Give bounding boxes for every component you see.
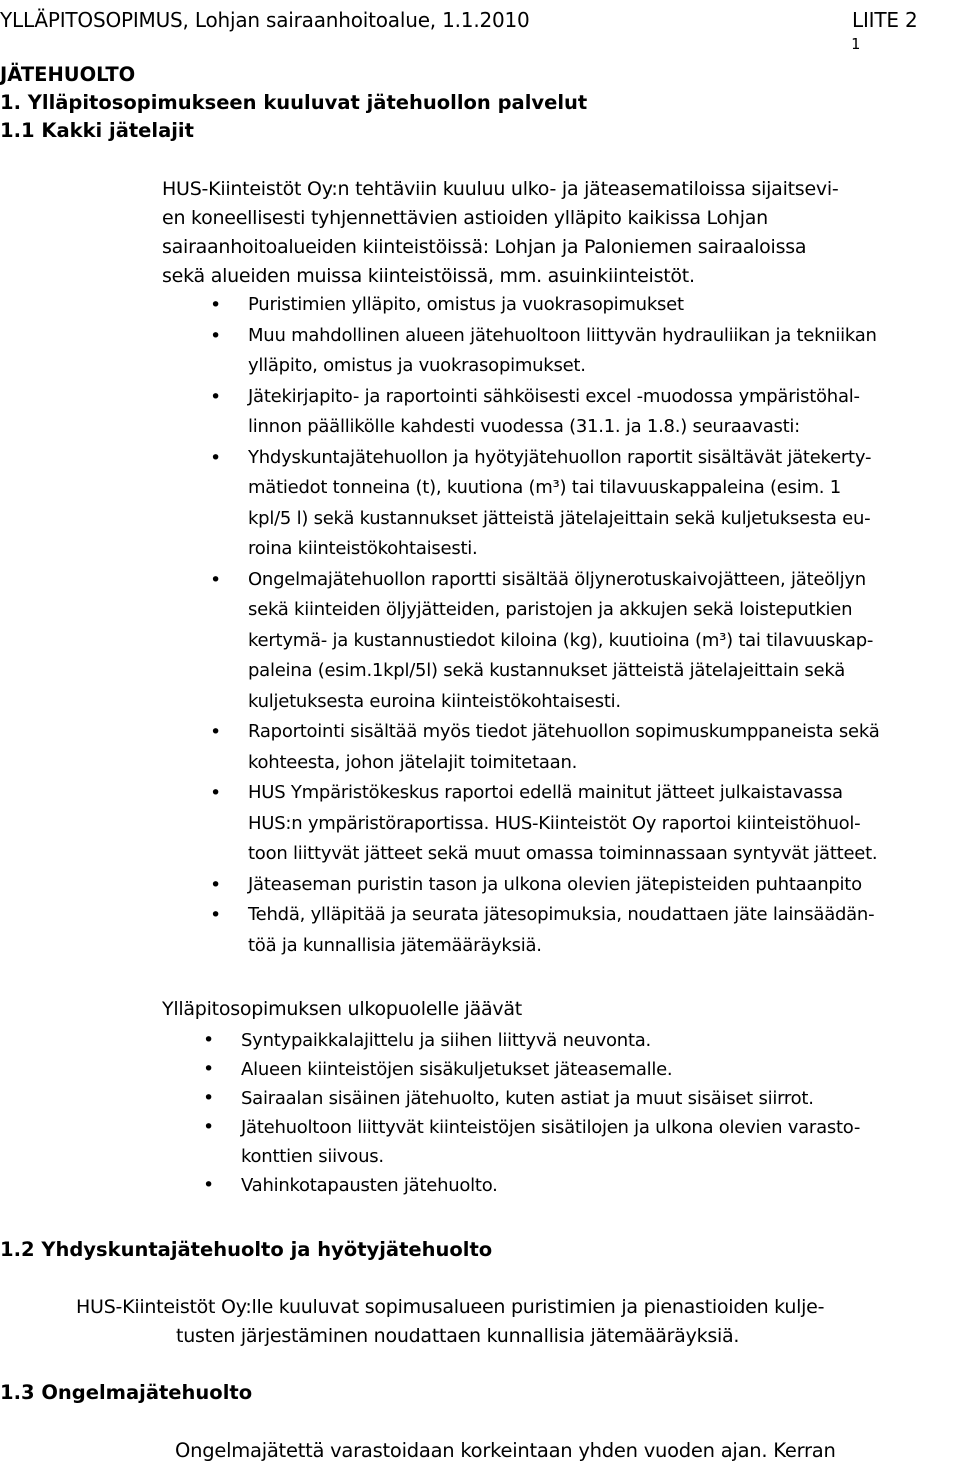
list-item: • Ongelmajätehuollon raportti sisältää öljynerotuskaivojätteen, jäteöljyn sekä kiinteiden öljyjätteiden, paristojen ja akkujen sekä loisteputkien kertymä- ja kustannustiedot kiloina (kg), kuutioina (m³) tai tilavuuskap- paleina (esim.1kpl/5l) sekä kustannukset jätteistä jätelajeittain sekä kuljetuksesta euroina kiinteistökohtaisesti. — [248, 565, 880, 718]
list-item: • Tehdä, ylläpitää ja seurata jätesopimuksia, noudattaen jäte lainsäädän- töä ja kunnallisia jätemääräyksiä. — [248, 900, 880, 961]
list-item: • Puristimien ylläpito, omistus ja vuokrasopimukset — [248, 290, 880, 321]
bullet-icon: • — [210, 324, 221, 347]
bullet-icon: • — [210, 904, 221, 926]
bullet-icon: • — [210, 721, 221, 743]
paragraph-line: tusten järjestäminen noudattaen kunnallisia jätemääräyksiä. — [176, 1325, 740, 1347]
intro-paragraph — [162, 175, 839, 291]
intro-line: HUS-Kiinteistöt Oy:n tehtäviin kuuluu ulko- ja jäteasematiloissa sijaitsevi- — [162, 178, 839, 200]
bullet-icon: • — [210, 446, 221, 469]
section-1-1-heading: 1.1 Kakki jätelajit — [0, 119, 194, 142]
section-1-3-paragraph: Ongelmajätettä varastoidaan korkeintaan yhden vuoden ajan. Kerran — [175, 1439, 836, 1462]
intro-line: sairaanhoitoalueiden kiinteistöissä: Lohjan ja Paloniemen sairaaloissa — [162, 236, 807, 258]
bullet-icon: • — [203, 1087, 214, 1109]
list-item: • Yhdyskuntajätehuollon ja hyötyjätehuollon raportit sisältävät jätekerty- mätiedot tonneina (t), kuutiona (m³) tai tilavuuskappaleina (esim. 1 kpl/5 l) sekä kustannukset jätteistä jätelajeittain sekä kuljetuksesta eu- roina kiinteistökohtaisesti. — [248, 443, 880, 565]
outside-scope-bullet-list — [203, 1026, 861, 1200]
list-item: • HUS Ympäristökeskus raportoi edellä mainitut jätteet julkaistavassa HUS:n ympäristöraportissa. HUS-Kiinteistöt Oy raportoi kiinteistöhuol- toon liittyvät jätteet sekä muut omassa toiminnassaan syntyvät jätteet. — [248, 778, 880, 870]
list-item: • Raportointi sisältää myös tiedot jätehuollon sopimuskumppaneista sekä kohteesta, johon jätelajit toimitetaan. — [248, 717, 880, 778]
list-item: • Vahinkotapausten jätehuolto. — [241, 1171, 860, 1200]
bullet-icon: • — [210, 294, 221, 316]
bullet-icon: • — [210, 782, 221, 804]
list-item: • Alueen kiinteistöjen sisäkuljetukset jäteasemalle. — [241, 1055, 860, 1084]
section-1-2-heading: 1.2 Yhdyskuntajätehuolto ja hyötyjätehuolto — [0, 1238, 493, 1261]
document-title: JÄTEHUOLTO — [0, 63, 136, 86]
paragraph-line: HUS-Kiinteistöt Oy:lle kuuluvat sopimusalueen puristimien ja pienastioiden kulje- — [76, 1296, 825, 1318]
intro-line: sekä alueiden muissa kiinteistöissä, mm. asuinkiinteistöt. — [162, 265, 695, 287]
bullet-icon: • — [203, 1029, 214, 1051]
appendix-label: LIITE 2 — [852, 8, 918, 32]
list-item: • Jäteaseman puristin tason ja ulkona olevien jätepisteiden puhtaanpito — [248, 870, 880, 901]
list-item: • Jätehuoltoon liittyvät kiinteistöjen sisätilojen ja ulkona olevien varasto- konttien siivous. — [241, 1113, 860, 1171]
list-item: • Sairaalan sisäinen jätehuolto, kuten astiat ja muut sisäiset siirrot. — [241, 1084, 860, 1113]
intro-line: en koneellisesti tyhjennettävien astioiden ylläpito kaikissa Lohjan — [162, 207, 768, 229]
bullet-icon: • — [203, 1058, 214, 1080]
bullet-icon: • — [210, 873, 221, 896]
list-item: • Jätekirjapito- ja raportointi sähköisesti excel -muodossa ympäristöhal- linnon päällikölle kahdesti vuodessa (31.1. ja 1.8.) seuraavasti: — [248, 382, 880, 443]
bullet-icon: • — [203, 1174, 214, 1196]
section-1-heading: 1. Ylläpitosopimukseen kuuluvat jätehuollon palvelut — [0, 91, 588, 114]
page-number: 1 — [851, 35, 861, 53]
bullet-icon: • — [210, 385, 221, 408]
outside-scope-heading: Ylläpitosopimuksen ulkopuolelle jäävät — [162, 998, 522, 1020]
bullet-icon: • — [203, 1116, 214, 1138]
bullet-icon: • — [210, 568, 221, 591]
services-bullet-list — [210, 290, 880, 961]
list-item: • Syntypaikkalajittelu ja siihen liittyvä neuvonta. — [241, 1026, 860, 1055]
page-header-title: YLLÄPITOSOPIMUS, Lohjan sairaanhoitoalue, 1.1.2010 — [0, 8, 530, 32]
section-1-2-paragraph — [76, 1293, 824, 1351]
section-1-3-heading: 1.3 Ongelmajätehuolto — [0, 1381, 253, 1404]
list-item: • Muu mahdollinen alueen jätehuoltoon liittyvän hydrauliikan ja tekniikan ylläpito, omistus ja vuokrasopimukset. — [248, 321, 880, 382]
